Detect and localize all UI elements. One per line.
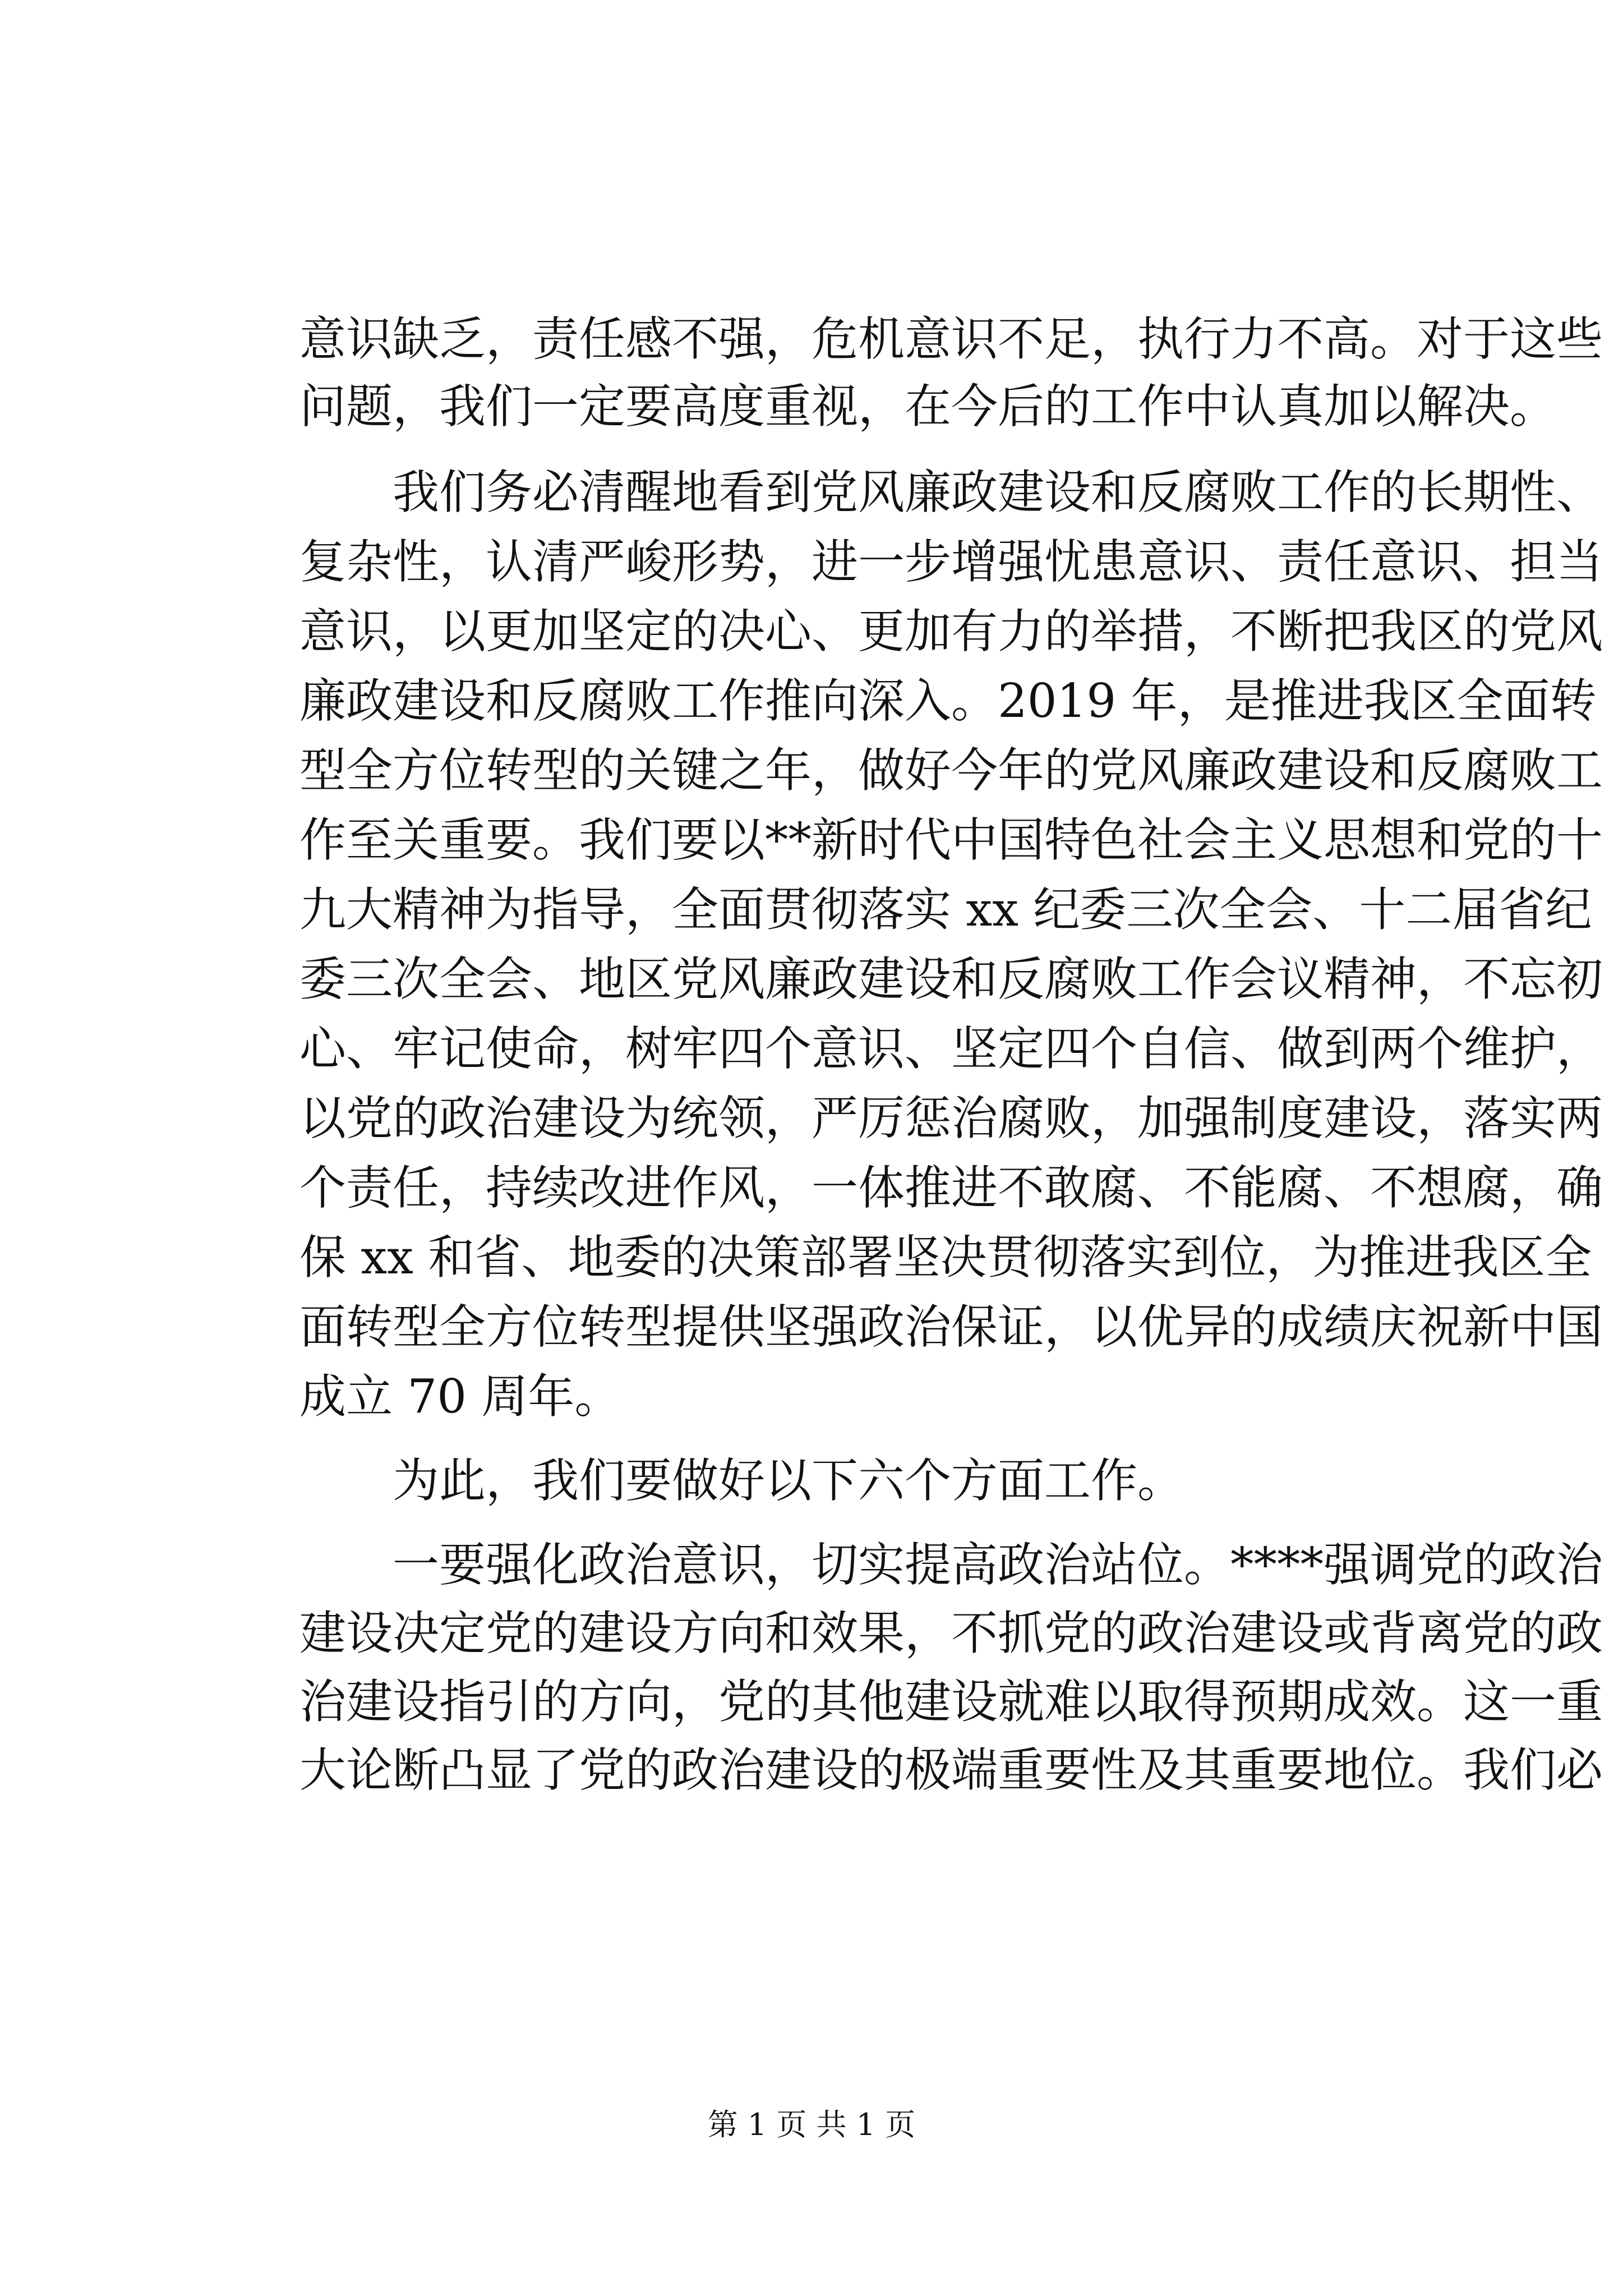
body-text-line: 保 xx 和省、地委的决策部署坚决贯彻落实到位，为推进我区全: [299, 1230, 1592, 1285]
body-text-line: 为此，我们要做好以下六个方面工作。: [299, 1453, 1184, 1508]
body-text-line: 个责任，持续改进作风，一体推进不敢腐、不能腐、不想腐，确: [299, 1161, 1603, 1215]
body-text-line: 意识，以更加坚定的决心、更加有力的举措，不断把我区的党风: [299, 604, 1603, 659]
body-text-line: 意识缺乏，责任感不强，危机意识不足，执行力不高。对于这些: [299, 312, 1603, 366]
body-text-line: 委三次全会、地区党风廉政建设和反腐败工作会议精神，不忘初: [299, 952, 1603, 1006]
body-text-line: 廉政建设和反腐败工作推向深入。2019 年，是推进我区全面转: [299, 674, 1597, 728]
page-number-footer: 第 1 页 共 1 页: [707, 2107, 916, 2142]
body-text-line: 面转型全方位转型提供坚强政治保证，以优异的成绩庆祝新中国: [299, 1300, 1603, 1354]
body-text-line: 我们务必清醒地看到党风廉政建设和反腐败工作的长期性、: [299, 465, 1603, 519]
body-text-line: 心、牢记使命，树牢四个意识、坚定四个自信、做到两个维护，: [299, 1022, 1603, 1076]
body-text-line: 治建设指引的方向，党的其他建设就难以取得预期成效。这一重: [299, 1674, 1603, 1729]
body-text-line: 大论断凸显了党的政治建设的极端重要性及其重要地位。我们必: [299, 1743, 1603, 1797]
body-text-line: 作至关重要。我们要以**新时代中国特色社会主义思想和党的十: [299, 813, 1603, 867]
body-text-line: 一要强化政治意识，切实提高政治站位。****强调党的政治: [299, 1538, 1603, 1592]
body-text-line: 问题，我们一定要高度重视，在今后的工作中认真加以解决。: [299, 379, 1556, 434]
body-text-line: 型全方位转型的关键之年，做好今年的党风廉政建设和反腐败工: [299, 743, 1603, 798]
body-text-line: 九大精神为指导，全面贯彻落实 xx 纪委三次全会、十二届省纪: [299, 882, 1592, 937]
body-text-line: 成立 70 周年。: [299, 1369, 621, 1424]
body-text-line: 以党的政治建设为统领，严厉惩治腐败，加强制度建设，落实两: [299, 1091, 1603, 1145]
body-text-line: 建设决定党的建设方向和效果，不抓党的政治建设或背离党的政: [299, 1606, 1603, 1660]
body-text-line: 复杂性，认清严峻形势，进一步增强忧患意识、责任意识、担当: [299, 535, 1603, 589]
